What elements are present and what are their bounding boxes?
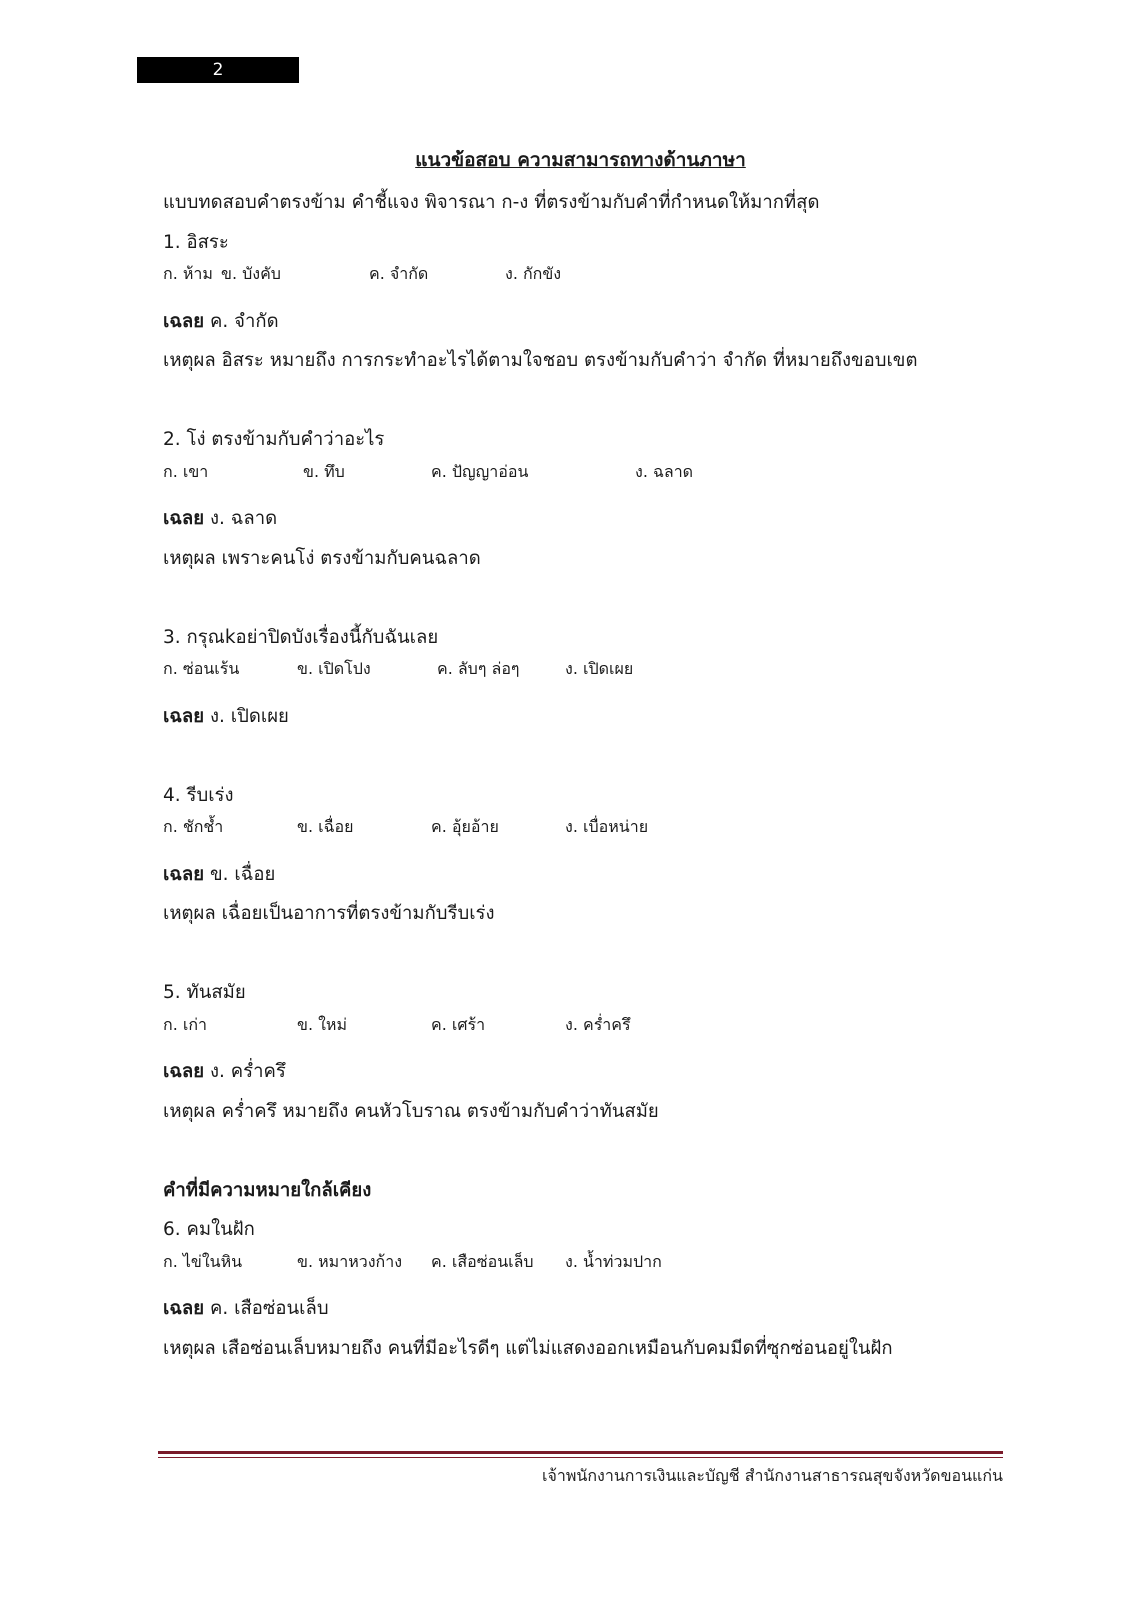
q1-option-d: ง. กักขัง <box>505 264 562 283</box>
q2-option-d: ง. ฉลาด <box>635 461 694 481</box>
instruction: แบบทดสอบคำตรงข้าม คำชี้แจง พิจารณา ก-ง ที่ตรงข้ามกับคำที่กำหนดให้มากที่สุด <box>163 192 820 213</box>
question-4-answer <box>163 855 1063 895</box>
q5-option-b: ข. ใหม่ <box>297 1014 348 1034</box>
q1-answer-value: ค. จำกัด <box>210 310 279 332</box>
document-body <box>163 183 1063 1368</box>
q3-option-b: ข. เปิดโปง <box>297 659 371 678</box>
question-2-answer <box>163 499 1063 539</box>
q3-option-c: ค. ลับๆ ล่อๆ <box>437 659 520 678</box>
question-5-reason: เหตุผล คร่ำครึ หมายถึง คนหัวโบราณ ตรงข้ามกับคำว่าทันสมัย <box>163 1100 659 1122</box>
q4-option-d: ง. เบื่อหน่าย <box>565 817 649 836</box>
question-5-stem: 5. ทันสมัย <box>163 982 246 1003</box>
q2-answer-value: ง. ฉลาด <box>210 508 278 529</box>
q2-option-a: ก. เขา <box>163 461 209 481</box>
section-heading: คำที่มีความหมายใกล้เคียง <box>163 1179 372 1201</box>
q6-option-b: ข. หมาหวงก้าง <box>297 1251 403 1271</box>
q5-option-d: ง. คร่ำครึ <box>565 1014 631 1034</box>
question-6-options <box>163 1250 1063 1290</box>
answer-label: เฉลย <box>163 508 205 529</box>
footer-divider <box>158 1451 1003 1458</box>
question-6-answer <box>163 1289 1063 1329</box>
question-3-options <box>163 657 1063 697</box>
question-1-reason: เหตุผล อิสระ หมายถึง การกระทำอะไรได้ตามใจชอบ ตรงข้ามกับคำว่า จำกัด ที่หมายถึงขอบเขต <box>163 350 918 371</box>
question-5-answer <box>163 1052 1063 1092</box>
question-1-stem: 1. อิสระ <box>163 231 229 253</box>
q6-answer-value: ค. เสือซ่อนเล็บ <box>210 1298 329 1319</box>
page-number: 2 <box>212 60 224 80</box>
question-4-options <box>163 815 1063 855</box>
question-5-options <box>163 1013 1063 1053</box>
q6-option-a: ก. ไข่ในหิน <box>163 1251 243 1271</box>
q3-option-a: ก. ซ่อนเร้น <box>163 659 240 678</box>
question-4-stem: 4. รีบเร่ง <box>163 784 234 806</box>
q3-answer-value: ง. เปิดเผย <box>210 705 289 727</box>
question-3-stem: 3. กรุณkอย่าปิดบังเรื่องนี้กับฉันเลย <box>163 626 439 648</box>
question-2-options <box>163 460 1063 500</box>
question-1-answer <box>163 302 1063 342</box>
q1-option-a: ก. ห้าม <box>163 264 213 283</box>
question-6-stem: 6. คมในฝัก <box>163 1219 255 1240</box>
page-title: แนวข้อสอบ ความสามารถทางด้านภาษา <box>415 149 746 171</box>
q2-option-c: ค. ปัญญาอ่อน <box>431 461 529 481</box>
question-1-options <box>163 262 1063 302</box>
answer-label: เฉลย <box>163 1061 205 1082</box>
q3-option-d: ง. เปิดเผย <box>565 659 634 678</box>
answer-label: เฉลย <box>163 863 205 885</box>
q5-answer-value: ง. คร่ำครึ <box>210 1061 286 1082</box>
q6-option-c: ค. เสือซ่อนเล็บ <box>431 1251 534 1271</box>
q5-option-c: ค. เศร้า <box>431 1014 486 1034</box>
question-2-stem: 2. โง่ ตรงข้ามกับคำว่าอะไร <box>163 429 385 450</box>
question-2-reason: เหตุผล เพราะคนโง่ ตรงข้ามกับคนฉลาด <box>163 547 481 569</box>
q4-option-c: ค. อุ้ยอ้าย <box>431 817 499 836</box>
answer-label: เฉลย <box>163 705 205 727</box>
q5-option-a: ก. เก่า <box>163 1014 207 1034</box>
question-4-reason: เหตุผล เฉื่อยเป็นอาการที่ตรงข้ามกับรีบเร่ง <box>163 903 495 924</box>
q1-option-b: ข. บังคับ <box>221 264 281 283</box>
answer-label: เฉลย <box>163 1298 205 1319</box>
q4-option-a: ก. ชักช้ำ <box>163 817 224 836</box>
page-number-bar <box>137 57 299 83</box>
question-6-reason: เหตุผล เสือซ่อนเล็บหมายถึง คนที่มีอะไรดีๆ แต่ไม่แสดงออกเหมือนกับคมมีดที่ซุกซ่อนอยู่ในฝัก <box>163 1337 893 1359</box>
question-3-answer <box>163 697 1063 737</box>
answer-label: เฉลย <box>163 310 205 332</box>
q4-option-b: ข. เฉื่อย <box>297 817 354 836</box>
q2-option-b: ข. ทึบ <box>303 461 345 481</box>
q4-answer-value: ข. เฉื่อย <box>210 863 276 885</box>
q6-option-d: ง. น้ำท่วมปาก <box>565 1251 662 1271</box>
footer-text: เจ้าพนักงานการเงินและบัญชี สำนักงานสาธารณสุขจังหวัดขอนแก่น <box>542 1466 1003 1485</box>
q1-option-c: ค. จำกัด <box>369 264 429 283</box>
